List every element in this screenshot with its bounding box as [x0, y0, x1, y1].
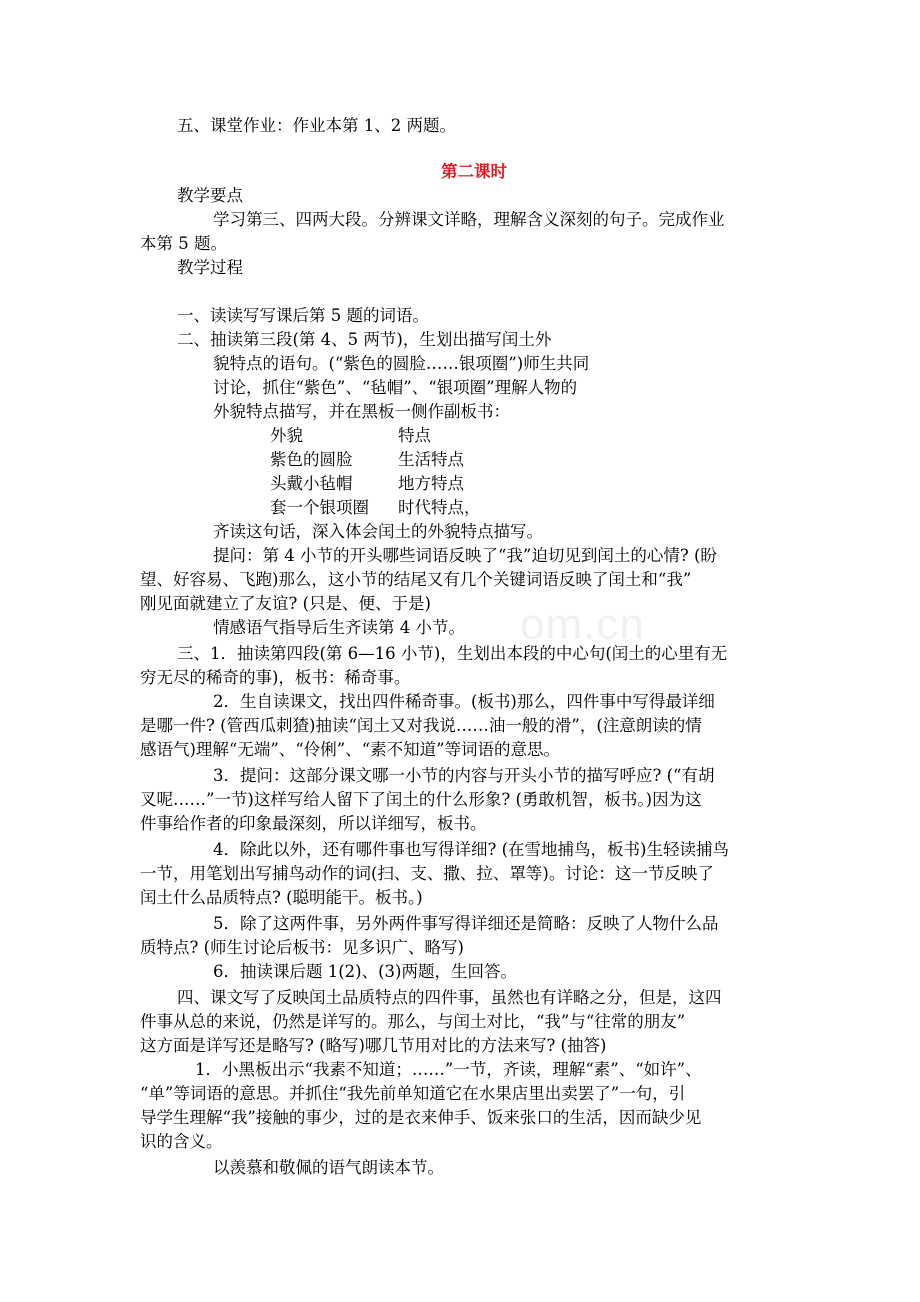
board-cell: 生活特点	[398, 450, 464, 469]
text-line: 一节，用笔划出写捕鸟动作的词(扫、支、撒、拉、罩等)。讨论：这一节反映了	[140, 864, 714, 883]
text-line: “单”等词语的意思。并抓住“我先前单知道它在水果店里出卖罢了”一句，引	[140, 1084, 686, 1103]
text-line: 2．生自读课文，找出四件稀奇事。(板书)那么，四件事中写得最详细	[213, 692, 715, 711]
text-line: 这方面是详写还是略写? (略写)哪几节用对比的方法来写? (抽答)	[140, 1036, 607, 1055]
text-line: 质特点? (师生讨论后板书：见多识广、略写)	[140, 938, 464, 957]
section-heading: 第二课时	[441, 162, 507, 181]
text-line: 讨论，抓住“紫色”、“毡帽”、“银项圈”理解人物的	[213, 378, 578, 397]
text-line: 刚见面就建立了友谊? (只是、便、于是)	[140, 594, 431, 613]
board-cell: 外貌	[270, 426, 303, 445]
board-cell: 地方特点	[398, 474, 464, 493]
text-line: 一、读读写写课后第 5 题的词语。	[177, 306, 429, 325]
text-line: 件事给作者的印象最深刻，所以详细写，板书。	[140, 814, 487, 833]
text-line: 穷无尽的稀奇的事)，板书：稀奇事。	[140, 668, 411, 687]
text-line: 导学生理解“我”接触的事少，过的是衣来伸手、饭来张口的生活，因而缺少见	[140, 1108, 702, 1127]
text-line: 五、课堂作业：作业本第 1、2 两题。	[177, 116, 456, 135]
text-line: 感语气)理解“无端”、“伶俐”、“素不知道”等词语的意思。	[140, 740, 561, 759]
board-cell: 紫色的圆脸	[270, 450, 353, 469]
text-line: 识的含义。	[140, 1132, 223, 1151]
text-line: 叉呢……”一节)这样写给人留下了闰土的什么形象? (勇敢机智，板书。)因为这	[140, 790, 702, 809]
text-line: 外貌特点描写，并在黑板一侧作副板书：	[213, 402, 510, 421]
text-line: 5．除了这两件事，另外两件事写得详细还是简略：反映了人物什么品	[213, 914, 719, 933]
board-cell: 特点	[398, 426, 431, 445]
text-line: 提问：第 4 小节的开头哪些词语反映了“我”迫切见到闰土的心情? (盼	[213, 546, 717, 565]
text-line: 6．抽读课后题 1(2)、(3)两题，生回答。	[213, 962, 517, 981]
text-line: 以羡慕和敬佩的语气朗读本节。	[213, 1158, 444, 1177]
text-line: 3．提问：这部分课文哪一小节的内容与开头小节的描写呼应? (“有胡	[213, 766, 715, 785]
board-cell: 时代特点，	[398, 498, 481, 517]
text-line: 教学过程	[177, 258, 243, 277]
text-line: 齐读这句话，深入体会闰土的外貌特点描写。	[213, 522, 543, 541]
text-line: 是哪一件? (管西瓜刺猹)抽读“闰土又对我说……油一般的滑”，(注意朗读的情	[140, 716, 702, 735]
text-line: 闰土什么品质特点? (聪明能干。板书。)	[140, 888, 423, 907]
text-line: 件事从总的来说，仍然是详写的。那么，与闰土对比，“我”与“往常的朋友”	[140, 1012, 686, 1031]
text-line: 情感语气指导后生齐读第 4 小节。	[213, 618, 465, 637]
watermark: om.cn	[520, 600, 645, 649]
text-line: 望、好容易、飞跑)那么，这小节的结尾又有几个关键词语反映了闰土和“我”	[140, 570, 692, 589]
board-cell: 套一个银项圈	[270, 498, 369, 517]
text-line: 教学要点	[177, 186, 243, 205]
text-line: 三、1．抽读第四段(第 6—16 小节)，生划出本段的中心句(闰土的心里有无	[177, 644, 728, 663]
text-line: 二、抽读第三段(第 4、5 两节)，生划出描写闰土外	[177, 330, 552, 349]
text-line: 貌特点的语句。(“紫色的圆脸……银项圈”)师生共同	[213, 354, 590, 373]
text-line: 四、课文写了反映闰土品质特点的四件事，虽然也有详略之分，但是，这四	[177, 988, 722, 1007]
board-cell: 头戴小毡帽	[270, 474, 353, 493]
text-line: 本第 5 题。	[140, 234, 227, 253]
text-line: 学习第三、四两大段。分辨课文详略，理解含义深刻的句子。完成作业	[213, 210, 725, 229]
text-line: 4．除此以外，还有哪件事也写得详细? (在雪地捕鸟，板书)生轻读捕鸟	[213, 840, 729, 859]
text-line: 1．小黑板出示“我素不知道；……”一节，齐读，理解“素”、“如许”、	[195, 1060, 702, 1079]
